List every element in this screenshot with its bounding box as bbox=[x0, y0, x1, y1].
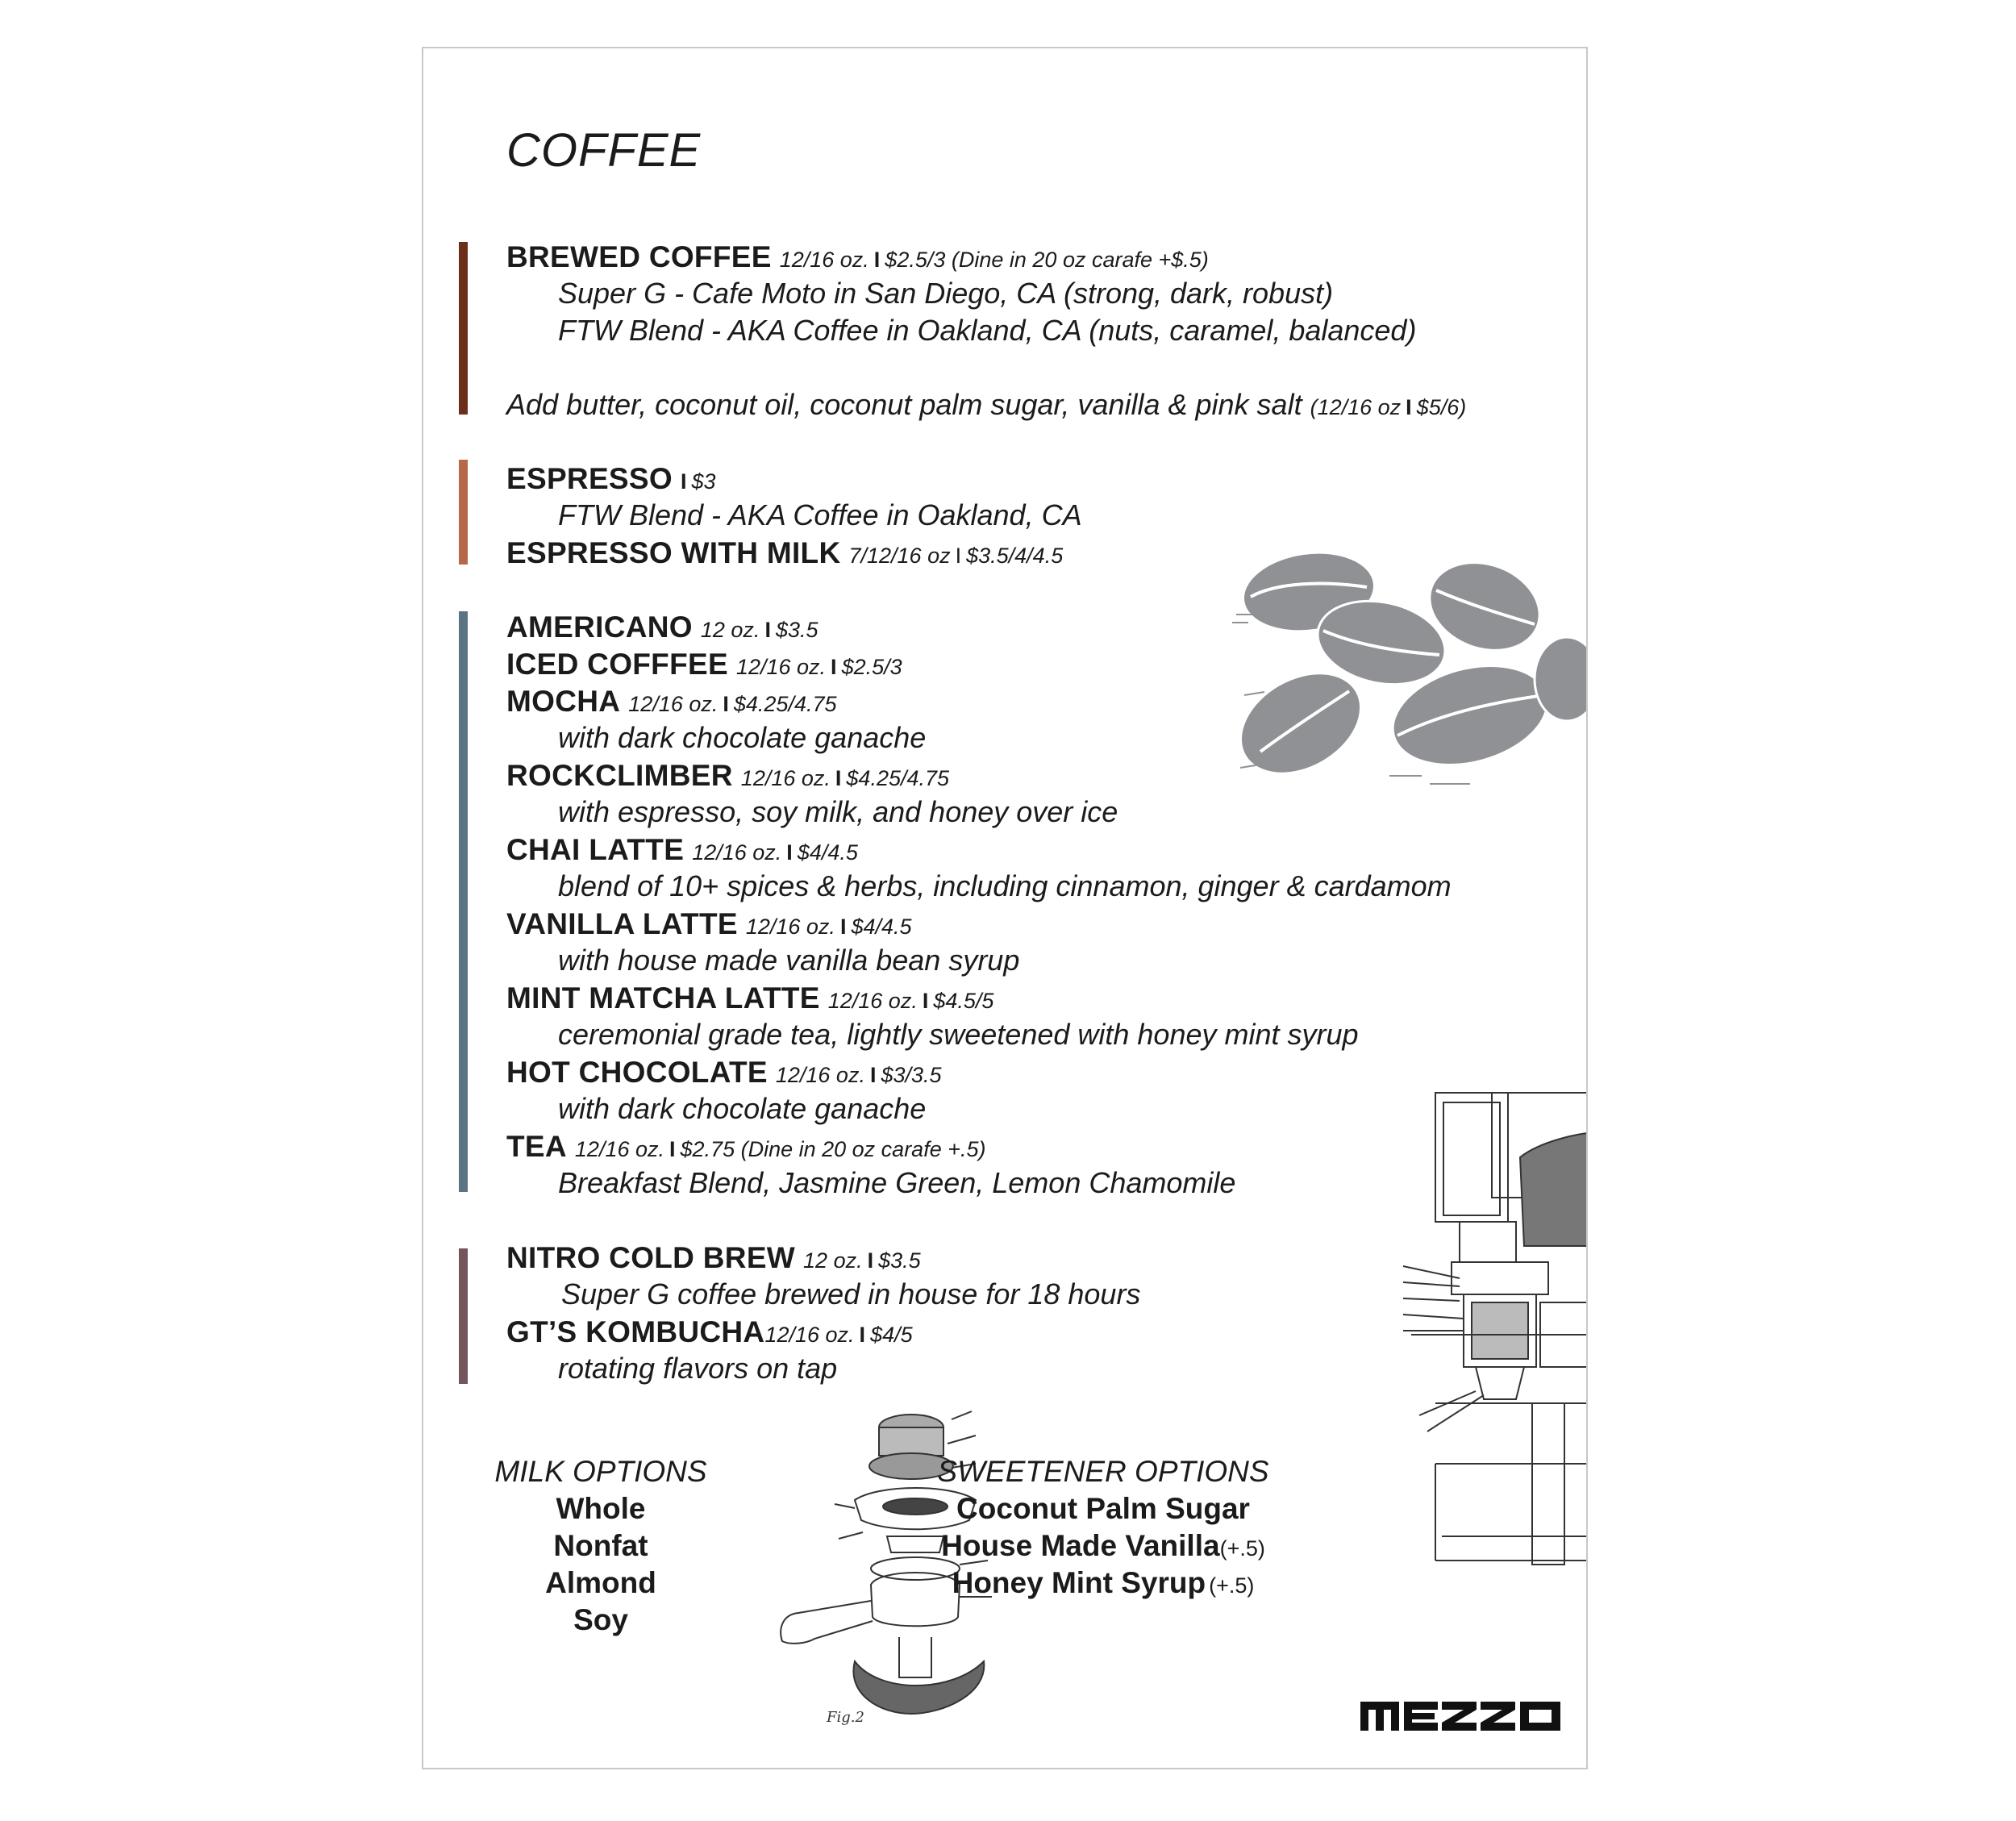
item-price: $3.5 bbox=[775, 618, 818, 642]
item-description: with dark chocolate ganache bbox=[558, 721, 927, 754]
menu-item-americano: AMERICANO 12 oz. I $3.5 bbox=[506, 610, 818, 644]
item-description: Super G coffee brewed in house for 18 hours bbox=[561, 1277, 1141, 1311]
brewed-section-bar bbox=[459, 242, 468, 415]
item-name: ICED COFFFEE bbox=[506, 648, 728, 681]
milk-option: Almond bbox=[545, 1566, 656, 1599]
item-name: TEA bbox=[506, 1130, 567, 1163]
item-name: HOT CHOCOLATE bbox=[506, 1056, 768, 1089]
item-size: 12/16 oz. bbox=[764, 1323, 855, 1347]
sweetener-extra: (+.5) bbox=[1219, 1536, 1265, 1561]
drinks-section-bar bbox=[459, 611, 468, 1192]
item-price: $4/4.5 bbox=[797, 840, 858, 865]
item-size: 12 oz. bbox=[803, 1248, 863, 1273]
item-size: 12/16 oz. bbox=[779, 248, 869, 272]
menu-item-rockclimber: ROCKCLIMBER 12/16 oz. I $4.25/4.75 bbox=[506, 759, 950, 792]
sweetener-option bbox=[926, 1566, 1281, 1600]
item-description: ceremonial grade tea, lightly sweetened with honey mint syrup bbox=[558, 1018, 1359, 1051]
menu-item-iced-coffee: ICED COFFFEE 12/16 oz. I $2.5/3 bbox=[506, 648, 902, 681]
item-price: $3.5 bbox=[878, 1248, 921, 1273]
espresso-with-milk-item: ESPRESSO WITH MILK 7/12/16 oz I $3.5/4/4.5 bbox=[506, 536, 1064, 569]
cold-section-bar bbox=[459, 1248, 468, 1384]
item-name: MOCHA bbox=[506, 685, 621, 718]
addon-price: $5/6) bbox=[1416, 395, 1467, 419]
menu-item-kombucha: GT’S KOMBUCHA12/16 oz. I $4/5 bbox=[506, 1315, 913, 1348]
espresso-section-bar bbox=[459, 460, 468, 565]
item-price: $2.75 (Dine in 20 oz carafe +.5) bbox=[680, 1137, 986, 1161]
milk-options-title: MILK OPTIONS bbox=[494, 1455, 707, 1488]
item-description: Breakfast Blend, Jasmine Green, Lemon Chamomile bbox=[558, 1166, 1236, 1199]
item-size: 12/16 oz. bbox=[745, 915, 835, 939]
item-size: 7/12/16 oz bbox=[848, 544, 951, 568]
menu-item-mint-matcha-latte: MINT MATCHA LATTE 12/16 oz. I $4.5/5 bbox=[506, 981, 994, 1015]
item-description: with house made vanilla bean syrup bbox=[558, 944, 1020, 977]
item-size: 12/16 oz. bbox=[692, 840, 782, 865]
item-size: 12/16 oz. bbox=[775, 1063, 865, 1087]
menu-page bbox=[422, 47, 1588, 1769]
menu-item-vanilla-latte: VANILLA LATTE 12/16 oz. I $4/4.5 bbox=[506, 907, 912, 940]
item-size: 12/16 oz. bbox=[827, 989, 918, 1013]
item-name: ESPRESSO bbox=[506, 462, 673, 495]
brewed-origin-1: Super G - Cafe Moto in San Diego, CA (strong, dark, robust) bbox=[558, 277, 1334, 310]
menu-item-mocha: MOCHA 12/16 oz. I $4.25/4.75 bbox=[506, 685, 837, 718]
item-price: $4/5 bbox=[870, 1323, 913, 1347]
item-price: $2.5/3 (Dine in 20 oz carafe +$.5) bbox=[885, 248, 1209, 272]
addon-text: Add butter, coconut oil, coconut palm sugar, vanilla & pink salt bbox=[506, 388, 1302, 421]
item-description: with espresso, soy milk, and honey over ice bbox=[558, 795, 1118, 828]
mezzo-logo bbox=[1360, 1700, 1560, 1732]
milk-option: Whole bbox=[556, 1492, 646, 1525]
milk-option: Nonfat bbox=[553, 1529, 648, 1562]
grinder-patent-drawing bbox=[1403, 1085, 1588, 1569]
espresso-item: ESPRESSO I $3 bbox=[506, 462, 716, 495]
item-name: BREWED COFFEE bbox=[506, 240, 772, 273]
menu-item-hot-chocolate: HOT CHOCOLATE 12/16 oz. I $3/3.5 bbox=[506, 1056, 942, 1089]
sweetener-options-title: SWEETENER OPTIONS bbox=[937, 1455, 1269, 1488]
brewed-coffee-item: BREWED COFFEE 12/16 oz. I $2.5/3 (Dine in 20 oz carafe +$.5) bbox=[506, 240, 1209, 273]
item-name: AMERICANO bbox=[506, 610, 693, 644]
item-price: $4.25/4.75 bbox=[733, 692, 837, 716]
item-price: $4.25/4.75 bbox=[846, 766, 950, 790]
item-size: 12/16 oz. bbox=[735, 655, 827, 679]
item-description: rotating flavors on tap bbox=[558, 1352, 838, 1385]
item-price: $3.5/4/4.5 bbox=[966, 544, 1064, 568]
item-size: 12/16 oz. bbox=[574, 1137, 664, 1161]
item-price: $2.5/3 bbox=[841, 655, 902, 679]
brewed-addon: Add butter, coconut oil, coconut palm sugar, vanilla & pink salt (12/16 oz I $5/6) bbox=[506, 388, 1467, 421]
sweetener-name: Coconut Palm Sugar bbox=[956, 1492, 1250, 1525]
item-price: $4.5/5 bbox=[933, 989, 994, 1013]
milk-option: Soy bbox=[573, 1603, 628, 1636]
figure-caption: Fig.2 bbox=[827, 1709, 864, 1726]
espresso-origin: FTW Blend - AKA Coffee in Oakland, CA bbox=[558, 498, 1082, 531]
sweetener-name: Honey Mint Syrup bbox=[952, 1566, 1206, 1599]
sweetener-option bbox=[926, 1529, 1281, 1563]
item-price: $3/3.5 bbox=[881, 1063, 942, 1087]
sweetener-option bbox=[926, 1492, 1281, 1526]
menu-item-chai-latte: CHAI LATTE 12/16 oz. I $4/4.5 bbox=[506, 833, 858, 866]
item-description: blend of 10+ spices & herbs, including cinnamon, ginger & cardamom bbox=[558, 869, 1452, 902]
item-name: NITRO COLD BREW bbox=[506, 1241, 796, 1274]
item-name: ESPRESSO WITH MILK bbox=[506, 536, 841, 569]
page-title: COFFEE bbox=[506, 124, 702, 177]
menu-item-tea: TEA 12/16 oz. I $2.75 (Dine in 20 oz carafe +.5) bbox=[506, 1130, 986, 1163]
menu-item-nitro-cold-brew: NITRO COLD BREW 12 oz. I $3.5 bbox=[506, 1241, 921, 1274]
item-name: VANILLA LATTE bbox=[506, 907, 738, 940]
item-price: $4/4.5 bbox=[851, 915, 912, 939]
sweetener-name: House Made Vanilla bbox=[941, 1529, 1220, 1562]
item-name: ROCKCLIMBER bbox=[506, 759, 733, 792]
item-size: 12 oz. bbox=[700, 618, 760, 642]
item-description: with dark chocolate ganache bbox=[558, 1092, 927, 1125]
sweetener-extra: (+.5) bbox=[1209, 1573, 1255, 1598]
item-price: $3 bbox=[691, 469, 716, 494]
addon-size: (12/16 oz bbox=[1310, 395, 1402, 419]
item-size: 12/16 oz. bbox=[740, 766, 831, 790]
item-name: MINT MATCHA LATTE bbox=[506, 981, 820, 1015]
coffee-beans-illustration bbox=[1228, 534, 1588, 792]
item-name: GT’S KOMBUCHA bbox=[506, 1315, 765, 1348]
item-size: 12/16 oz. bbox=[628, 692, 719, 716]
item-name: CHAI LATTE bbox=[506, 833, 685, 866]
brewed-origin-2: FTW Blend - AKA Coffee in Oakland, CA (nuts, caramel, balanced) bbox=[558, 314, 1417, 347]
